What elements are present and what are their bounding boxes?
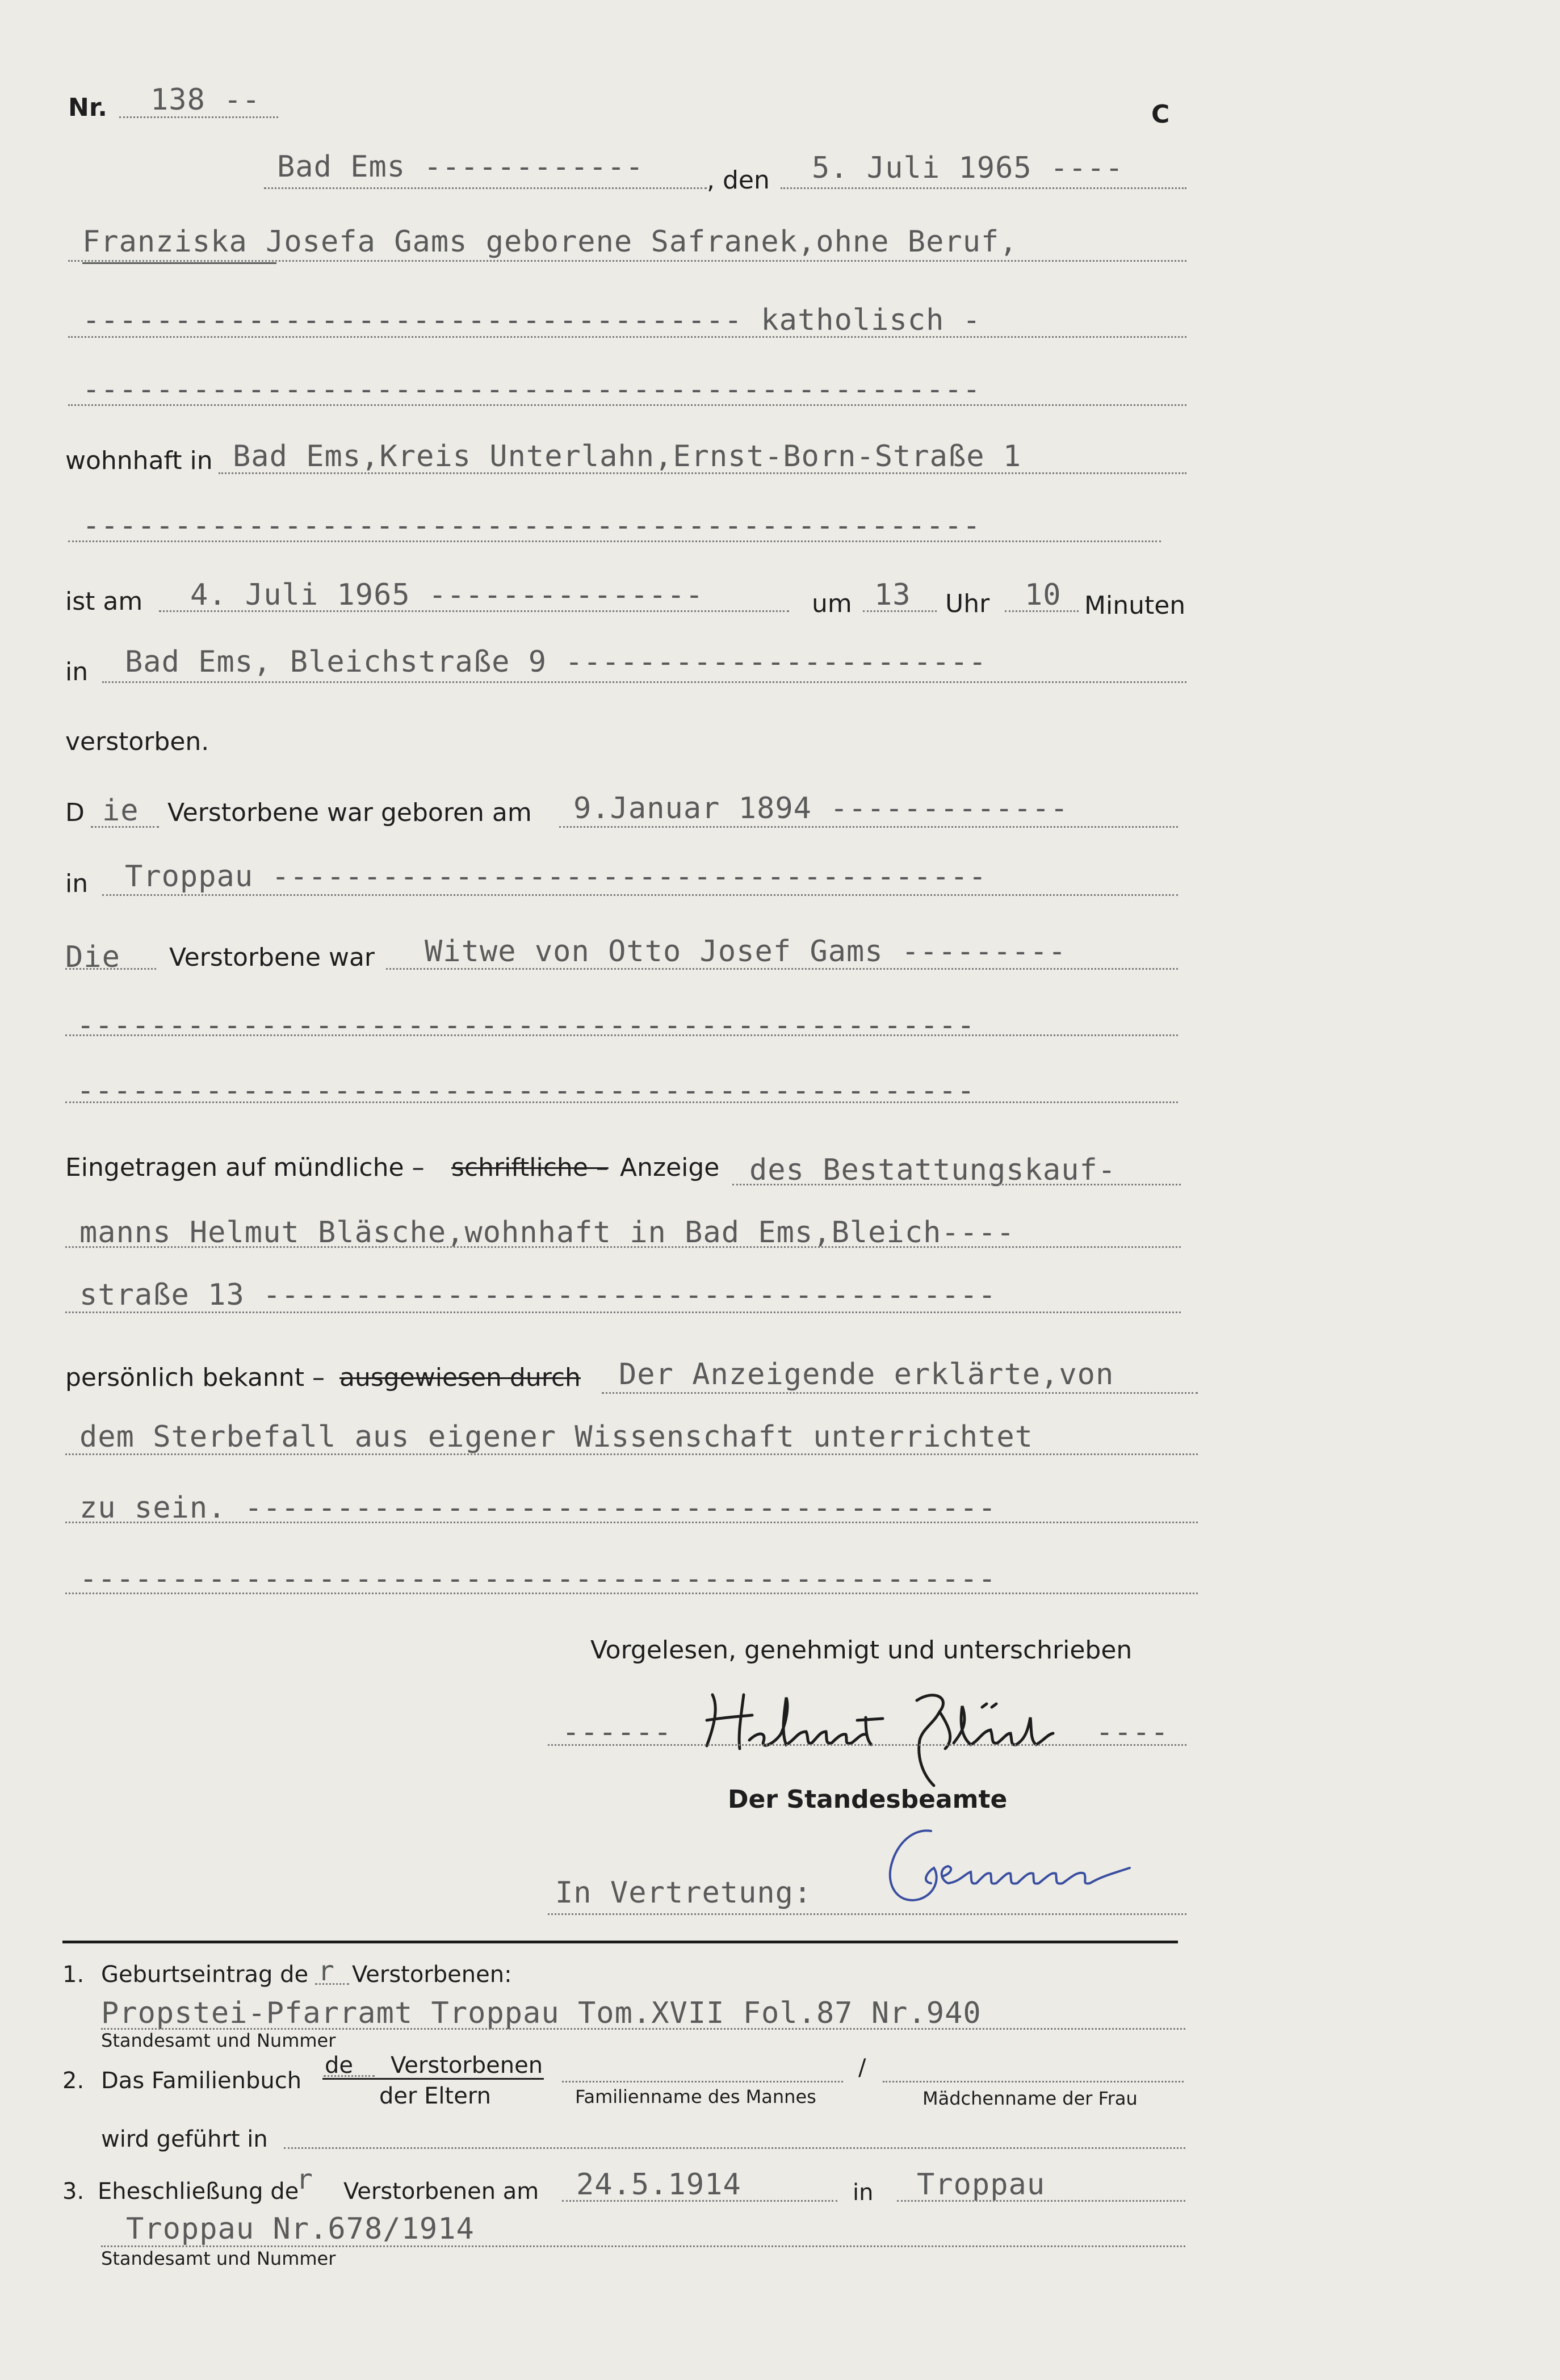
birth-in-label: in [65, 869, 89, 898]
wohnhaft-label: wohnhaft in [65, 446, 213, 475]
place-value: Bad Ems ------------ [277, 150, 644, 184]
item3-label-a: Eheschließung de [98, 2178, 299, 2205]
marital-line-3: ------------------------------------------------- [77, 1074, 976, 1108]
vorgelesen-text: Vorgelesen, genehmigt und unterschrieben [590, 1636, 1133, 1665]
identity-label-struck: ausgewiesen durch [339, 1363, 581, 1392]
vertretung-signature [869, 1820, 1175, 1922]
item3-number: 3. [62, 2178, 85, 2205]
registration-date: 5. Juli 1965 ---- [812, 151, 1124, 185]
marital-die-fill: Die [65, 940, 120, 974]
death-minutes: 10 [1025, 578, 1062, 612]
registration-value-3: straße 13 ---------------------------------------- [79, 1278, 997, 1312]
item2-number: 2. [62, 2068, 85, 2094]
item1-value: Propstei-Pfarramt Troppau Tom.XVII Fol.87 Nr.940 [101, 1996, 982, 2030]
registration-label-struck: schriftliche – [451, 1153, 609, 1182]
item2-label: Das Familienbuch [101, 2068, 302, 2094]
um-label: um [812, 589, 852, 618]
person-dotted-line-2 [68, 336, 1186, 338]
minutes-dotted-line [1005, 610, 1079, 612]
hour-dotted-line [863, 610, 937, 612]
nr-label: Nr. [68, 93, 107, 122]
item2-de-dotted-line [324, 2075, 375, 2077]
marital-line-2: ------------------------------------------------- [77, 1008, 976, 1042]
birth-place-dotted-line [102, 894, 1178, 896]
item1-sub: Standesamt und Nummer [101, 2030, 336, 2051]
wohnhaft-dotted-line [219, 472, 1186, 474]
nr-dotted-line [119, 116, 278, 118]
item2-sub-mann: Familienname des Mannes [575, 2086, 816, 2107]
registration-label-b: Anzeige [620, 1153, 720, 1182]
blank-line-3: ------------------------------------------------- [82, 372, 982, 407]
item1-number: 1. [62, 1962, 85, 1988]
person-dotted-line-3 [68, 404, 1186, 406]
item3-sub: Standesamt und Nummer [101, 2248, 336, 2269]
death-in-label: in [65, 657, 89, 686]
item2-eltern: der Eltern [379, 2083, 491, 2109]
item2-de: de [325, 2052, 353, 2079]
footer-separator-rule [62, 1941, 1178, 1943]
item3-place-dotted-line [897, 2200, 1185, 2202]
birth-d-label: D [65, 798, 85, 827]
vertretung-label: In Vertretung: [555, 1876, 812, 1910]
item2-fraction-line [322, 2078, 544, 2080]
person-dotted-line-1 [68, 260, 1186, 262]
identity-value-2: dem Sterbefall aus eigener Wissenschaft unterrichtet [79, 1420, 1033, 1454]
registration-dotted-line-1 [732, 1184, 1181, 1185]
item2-mann-dotted-line [562, 2081, 843, 2082]
death-date-dotted-line [159, 610, 789, 612]
marital-dotted-line-2 [65, 1034, 1178, 1036]
death-date: 4. Juli 1965 --------------- [190, 578, 704, 612]
item2-gefuehrt: wird geführt in [101, 2126, 268, 2152]
item1-label-a: Geburtseintrag de [101, 1962, 309, 1988]
signature-dashes-right: ---- [1096, 1715, 1169, 1749]
marital-value: Witwe von Otto Josef Gams --------- [425, 935, 1067, 969]
blank-line-5: ------------------------------------------------- [82, 509, 982, 543]
birth-d-dotted-line [91, 826, 159, 828]
minuten-label: Minuten [1084, 591, 1186, 620]
death-place-dotted-line [102, 681, 1186, 683]
nr-value: 138 -- [150, 83, 261, 117]
identity-value-4: -------------------------------------------------- [79, 1562, 997, 1596]
place-dotted-line [264, 187, 707, 189]
signature-dashes-left: ------ [562, 1715, 672, 1749]
death-place: Bad Ems, Bleichstraße 9 ----------------------- [125, 645, 987, 679]
date-dotted-line [781, 187, 1186, 189]
item3-in: in [853, 2180, 874, 2206]
identity-value-1: Der Anzeigende erklärte,von [619, 1357, 1114, 1392]
verstorben-label: verstorben. [65, 727, 209, 756]
registration-dotted-line-2 [65, 1246, 1181, 1248]
item3-date-dotted-line [562, 2200, 837, 2202]
identity-dotted-line-1 [602, 1392, 1198, 1394]
religion-line: ------------------------------------ katholisch - [82, 303, 982, 337]
registration-value-1: des Bestattungskauf- [749, 1153, 1117, 1187]
marital-text: Verstorbene war [169, 943, 375, 972]
birth-d-fill: ie [102, 794, 139, 828]
registration-value-2: manns Helmut Bläsche,wohnhaft in Bad Ems,Bleich---- [79, 1216, 1015, 1250]
item1-fill: r [318, 1955, 335, 1987]
birth-text: Verstorbene war geboren am [167, 798, 532, 827]
uhr-label: Uhr [945, 589, 990, 618]
item3-value: Troppau Nr.678/1914 [126, 2212, 475, 2246]
corner-letter: C [1151, 100, 1170, 129]
item2-sub-frau: Mädchenname der Frau [922, 2088, 1138, 2109]
birth-date-dotted-line [559, 826, 1178, 828]
den-label: , den [707, 166, 770, 195]
item2-slash: / [858, 2055, 866, 2081]
item3-date: 24.5.1914 [576, 2168, 741, 2202]
birth-date: 9.Januar 1894 ------------- [573, 791, 1069, 826]
item1-fill-dotted-line [315, 1983, 349, 1985]
wohnhaft-value: Bad Ems,Kreis Unterlahn,Ernst-Born-Straße 1 [233, 439, 1022, 474]
registration-dotted-line-3 [65, 1311, 1181, 1313]
registrar-signature [695, 1678, 1093, 1791]
item2-verstorbenen: Verstorbenen [391, 2052, 543, 2079]
ist-am-label: ist am [65, 587, 143, 616]
item1-label-b: Verstorbenen: [352, 1962, 512, 1988]
signature-dotted-line [548, 1744, 1186, 1746]
person-name-line: Franziska Josefa Gams geborene Safranek,ohne Beruf, [82, 225, 1018, 259]
item3-fill: r [296, 2164, 313, 2195]
item2-gefuehrt-dotted-line [284, 2147, 1185, 2149]
item3-place: Troppau [917, 2168, 1046, 2202]
marital-die-dotted-line [65, 968, 156, 970]
identity-label-a: persönlich bekannt – [65, 1363, 325, 1392]
identity-dotted-line-2 [65, 1453, 1198, 1455]
identity-dotted-line-4 [65, 1593, 1198, 1594]
vertretung-dotted-line [548, 1913, 1186, 1915]
item3-dotted-line [101, 2245, 1185, 2247]
surname-underline [82, 262, 276, 264]
marital-dotted-line-3 [65, 1101, 1178, 1103]
item3-label-b: Verstorbenen am [343, 2178, 539, 2205]
marital-dotted-line [386, 968, 1178, 970]
identity-value-3: zu sein. ----------------------------------------- [79, 1491, 997, 1525]
birth-place: Troppau --------------------------------------- [125, 860, 987, 894]
death-hour: 13 [874, 578, 911, 612]
standesbeamte-label: Der Standesbeamte [728, 1785, 1008, 1814]
item2-frau-dotted-line [883, 2081, 1184, 2082]
identity-dotted-line-3 [65, 1522, 1198, 1523]
person-dotted-line-5 [68, 540, 1161, 542]
registration-label-a: Eingetragen auf mündliche – [65, 1153, 425, 1182]
